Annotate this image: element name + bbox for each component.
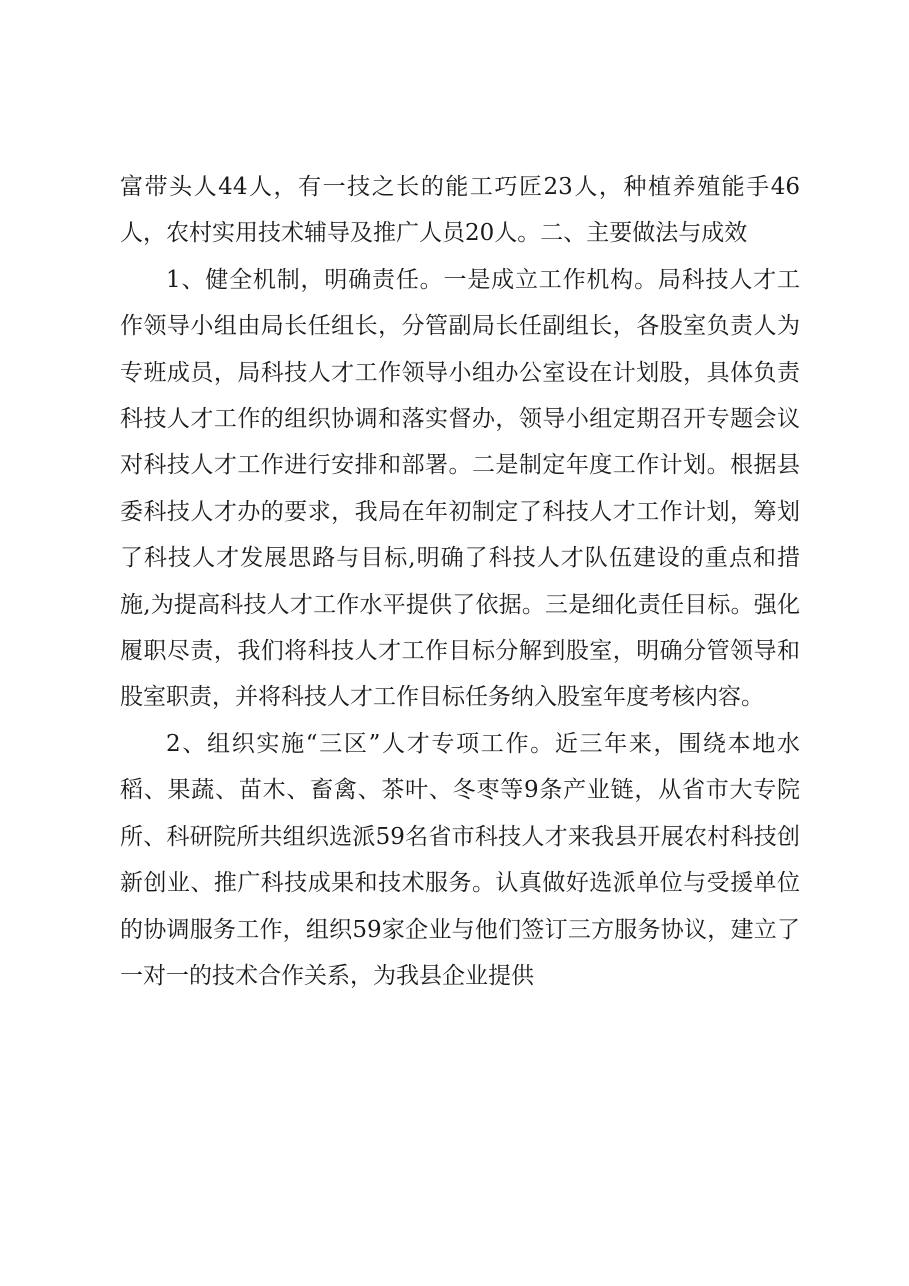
paragraph-section-1: 1、健全机制，明确责任。一是成立工作机构。局科技人才工作领导小组由局长任组长，分管副局长任副组长，各股室负责人为专班成员，局科技人才工作领导小组办公室设在计划股，具体负责科技人才工作的组织协调和落实督办，领导小组定期召开专题会议对科技人才工作进行安排和部署。二是制定年度工作计划。根据县委科技人才办的要求，我局在年初制定了科技人才工作计划，筹划了科技人才发展思路与目标,明确了科技人才队伍建设的重点和措施,为提高科技人才工作水平提供了依据。三是细化责任目标。强化履职尽责，我们将科技人才工作目标分解到股室，明确分管领导和股室职责，并将科技人才工作目标任务纳入股室年度考核内容。 xyxy=(120,266,800,711)
paragraph-section-2: 2、组织实施“三区”人才专项工作。近三年来，围绕本地水稻、果蔬、苗木、畜禽、茶叶、冬枣等9条产业链，从省市大专院所、科研院所共组织选派59名省市科技人才来我县开展农村科技创新创业、推广科技成果和技术服务。认真做好选派单位与受援单位的协调服务工作，组织59家企业与他们签订三方服务协议，建立了一对一的技术合作关系，为我县企业提供 xyxy=(120,730,800,989)
document-body xyxy=(120,164,800,999)
paragraph-continued: 富带头人44人，有一技之长的能工巧匠23人，种植养殖能手46人，农村实用技术辅导及推广人员20人。二、主要做法与成效 xyxy=(120,174,800,247)
